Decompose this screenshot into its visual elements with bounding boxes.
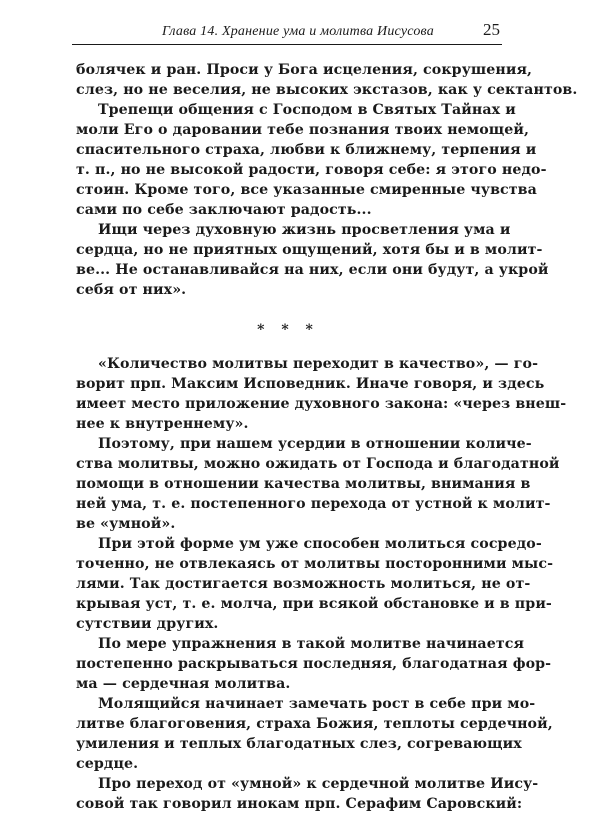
text-line: ворит прп. Максим Исповедник. Иначе говоря, и здесь bbox=[76, 376, 545, 392]
text-line: лями. Так достигается возможность молиться, не от- bbox=[76, 576, 531, 592]
text-line: стоин. Кроме того, все указанные смиренные чувства bbox=[76, 182, 537, 198]
text-line: слез, но не веселия, не высоких экстазов, как у сектантов. bbox=[76, 82, 578, 98]
text-line: литве благоговения, страха Божия, теплоты сердечной, bbox=[76, 716, 553, 732]
text-line: сердца, но не приятных ощущений, хотя бы и в молит- bbox=[76, 242, 543, 258]
text-line: ства молитвы, можно ожидать от Господа и благодатной bbox=[76, 456, 560, 472]
text-line: Поэтому, при нашем усердии в отношении количе- bbox=[98, 436, 532, 452]
text-line: Трепещи общения с Господом в Святых Тайнах и bbox=[98, 102, 516, 118]
text-line: точенно, не отвлекаясь от молитвы посторонними мыс- bbox=[76, 556, 554, 572]
text-line: ма — сердечная молитва. bbox=[76, 676, 291, 692]
text-line: имеет место приложение духовного закона: «через внеш- bbox=[76, 396, 567, 412]
text-line: При этой форме ум уже способен молиться сосредо- bbox=[98, 536, 542, 552]
text-line: Про переход от «умной» к сердечной молитве Иису- bbox=[98, 776, 539, 792]
text-line: помощи в отношении качества молитвы, внимания в bbox=[76, 476, 531, 492]
text-line: сутствии других. bbox=[76, 616, 219, 632]
page-number: 25 bbox=[483, 20, 500, 39]
text-line: крывая уст, т. е. молча, при всякой обстановке и в при- bbox=[76, 596, 552, 612]
text-line: себя от них». bbox=[76, 282, 187, 298]
text-line: ве... Не останавливайся на них, если они будут, а укрой bbox=[76, 262, 549, 278]
text-line: ве «умной». bbox=[76, 516, 176, 532]
running-title: Глава 14. Хранение ума и молитва Иисусова bbox=[162, 24, 434, 39]
text-line: болячек и ран. Проси у Бога исцеления, сокрушения, bbox=[76, 62, 533, 78]
text-line: т. п., но не высокой радости, говоря себе: я этого недо- bbox=[76, 162, 547, 178]
text-line: совой так говорил инокам прп. Серафим Саровский: bbox=[76, 796, 523, 812]
running-header bbox=[72, 18, 502, 45]
text-line: нее к внутреннему». bbox=[76, 416, 249, 432]
text-line: Молящийся начинает замечать рост в себе при мо- bbox=[98, 696, 536, 712]
text-body bbox=[76, 60, 578, 814]
text-line: спасительного страха, любви к ближнему, терпения и bbox=[76, 142, 537, 158]
section-separator: * * * bbox=[257, 322, 319, 338]
text-line: ней ума, т. е. постепенного перехода от устной к молит- bbox=[76, 496, 551, 512]
text-line: Ищи через духовную жизнь просветления ума и bbox=[98, 222, 511, 238]
text-line: сами по себе заключают радость... bbox=[76, 202, 372, 218]
text-line: постепенно раскрываться последняя, благодатная фор- bbox=[76, 656, 552, 672]
text-line: умиления и теплых благодатных слез, согревающих bbox=[76, 736, 522, 752]
text-line: «Количество молитвы переходит в качество», — го- bbox=[98, 356, 539, 372]
text-line: сердце. bbox=[76, 756, 139, 772]
text-line: По мере упражнения в такой молитве начинается bbox=[98, 636, 525, 652]
text-line: моли Его о даровании тебе познания твоих немощей, bbox=[76, 122, 530, 138]
